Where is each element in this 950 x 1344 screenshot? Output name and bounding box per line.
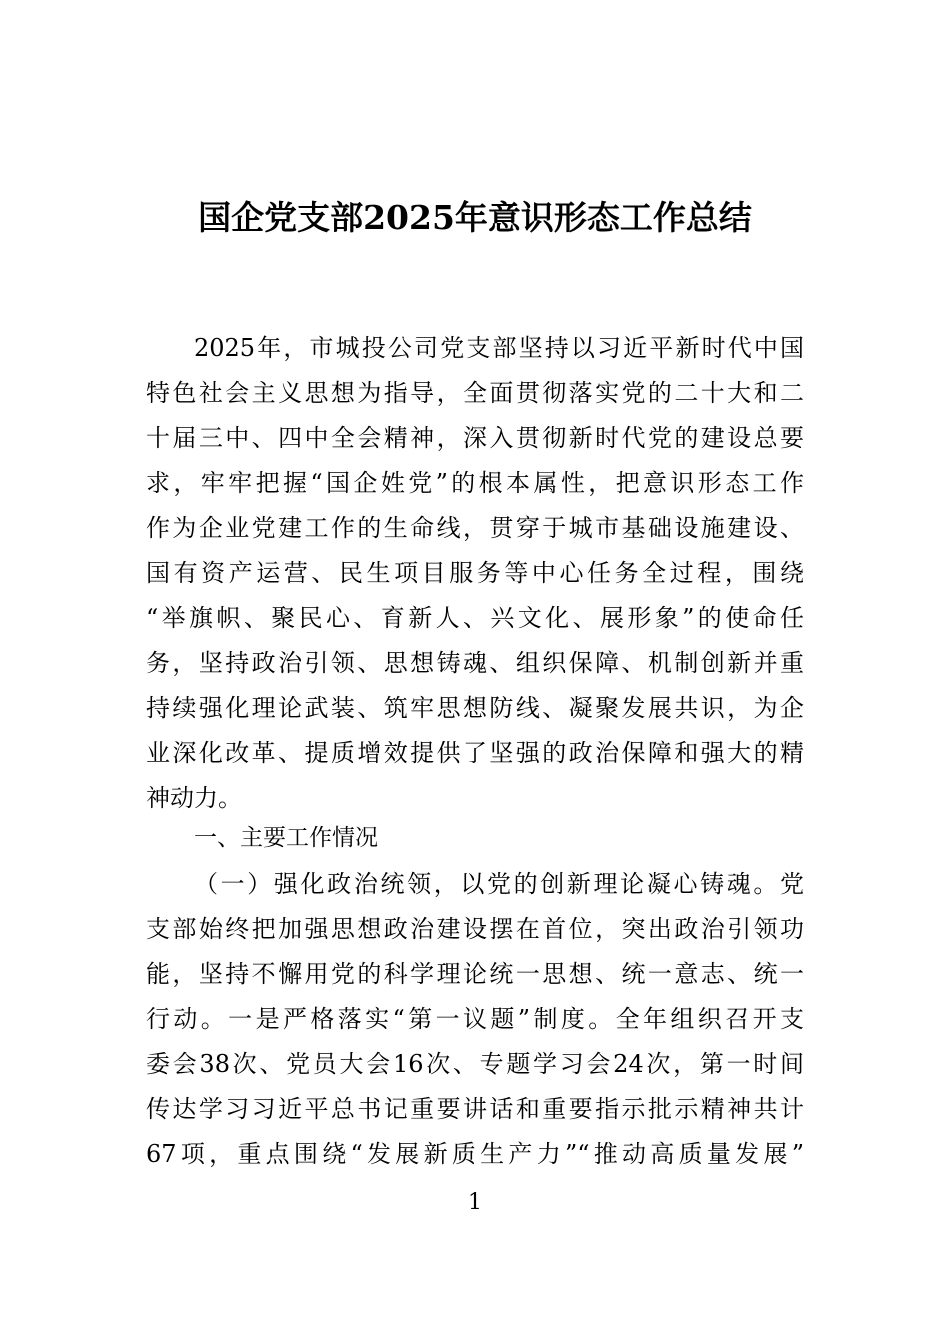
section-line: 委会38次、党员大会16次、专题学习会24次，第一时间 [146,1050,804,1078]
section-heading: 一、主要工作情况 [194,825,378,851]
document-title: 国企党支部2025年意识形态工作总结 [198,198,752,237]
intro-line: 作为企业党建工作的生命线，贯穿于城市基础设施建设、 [146,514,804,542]
intro-line: 神动力。 [146,784,242,812]
intro-line: 求，牢牢把握“国企姓党”的根本属性，把意识形态工作 [146,469,804,497]
section-line: 行动。一是严格落实“第一议题”制度。全年组织召开支 [146,1005,804,1033]
section-line: 传达学习习近平总书记重要讲话和重要指示批示精神共计 [146,1095,804,1123]
intro-line: “举旗帜、聚民心、育新人、兴文化、展形象”的使命任 [146,604,804,632]
section-line: （一）强化政治统领，以党的创新理论凝心铸魂。党 [194,870,804,898]
intro-line: 国有资产运营、民生项目服务等中心任务全过程，围绕 [146,559,804,587]
intro-line: 2025年，市城投公司党支部坚持以习近平新时代中国 [194,334,804,362]
page-number: 1 [468,1190,482,1215]
intro-line: 务，坚持政治引领、思想铸魂、组织保障、机制创新并重 [146,649,804,677]
intro-line: 业深化改革、提质增效提供了坚强的政治保障和强大的精 [146,739,804,767]
intro-line: 特色社会主义思想为指导，全面贯彻落实党的二十大和二 [146,379,804,407]
section-line: 能，坚持不懈用党的科学理论统一思想、统一意志、统一 [146,960,804,988]
intro-line: 十届三中、四中全会精神，深入贯彻新时代党的建设总要 [146,424,804,452]
section-line: 支部始终把加强思想政治建设摆在首位，突出政治引领功 [146,915,804,943]
section-line: 67项，重点围绕“发展新质生产力”“推动高质量发展” [146,1140,804,1168]
intro-line: 持续强化理论武装、筑牢思想防线、凝聚发展共识，为企 [146,694,804,722]
